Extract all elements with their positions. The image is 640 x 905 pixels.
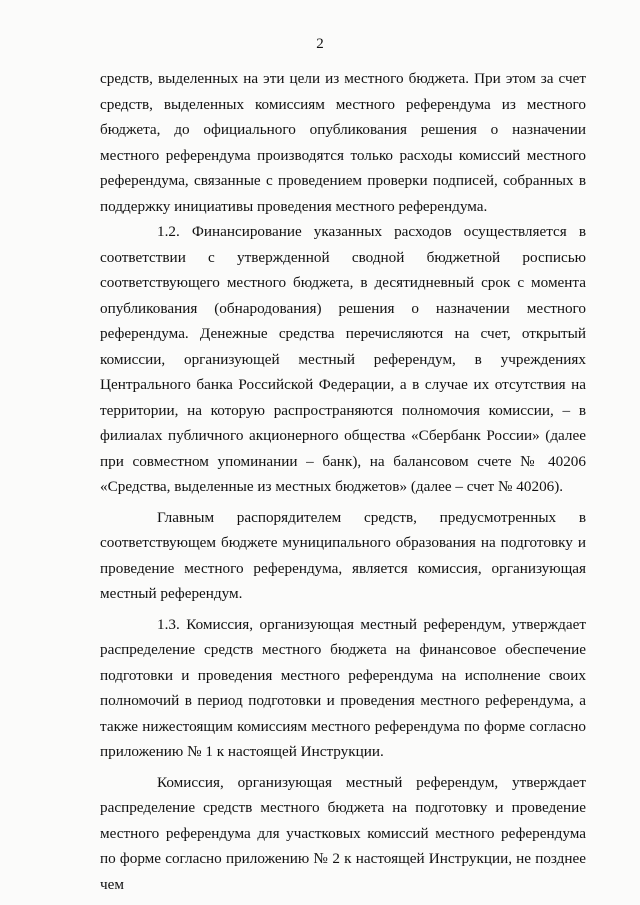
paragraph-1-3: 1.3. Комиссия, организующая местный референдум, утверждает распределение средств местного бюджета на финансовое обеспечение подготовки и проведения местного референдума на исполнение своих полномочий в период подготовки и проведения местного референдума, а также нижестоящим комиссиям местного референдума по форме согласно приложению № 1 к настоящей Инструкции. [100,615,586,760]
document-body [100,66,586,897]
paragraph-continuation: средств, выделенных на эти цели из местного бюджета. При этом за счет средств, выделенных комиссиям местного референдума из местного бюджета, до официального опубликования решения о назначении местного референдума производятся только расходы комиссий местного референдума, связанные с проведением проверки подписей, собранных в поддержку инициативы проведения местного референдума. [100,70,586,215]
paragraph-main-manager: Главным распорядителем средств, предусмотренных в соответствующем бюджете муниципального образования на подготовку и проведение местного референдума, является комиссия, организующая местный референдум. [100,508,586,602]
paragraph-1-2: 1.2. Финансирование указанных расходов осуществляется в соответствии с утвержденной сводной бюджетной росписью соответствующего местного бюджета, в десятидневный срок с момента опубликования (обнародования) решения о назначении местного референдума. Денежные средства перечисляются на счет, открытый комиссии, организующей местный референдум, в учреждениях Центрального банка Российской Федерации, а в случае их отсутствия на территории, на которую распространяются полномочия комиссии, – в филиалах публичного акционерного общества «Сбербанк России» (далее при совместном упоминании – банк), на балансовом счете № 40206 «Средства, выделенные из местных бюджетов» (далее – счет № 40206). [100,223,586,495]
paragraph-commission-distribution: Комиссия, организующая местный референдум, утверждает распределение средств местного бюджета на подготовку и проведение местного референдума для участковых комиссий местного референдума по форме согласно приложению № 2 к настоящей Инструкции, не позднее чем [100,773,586,893]
page-number: 2 [316,36,324,52]
